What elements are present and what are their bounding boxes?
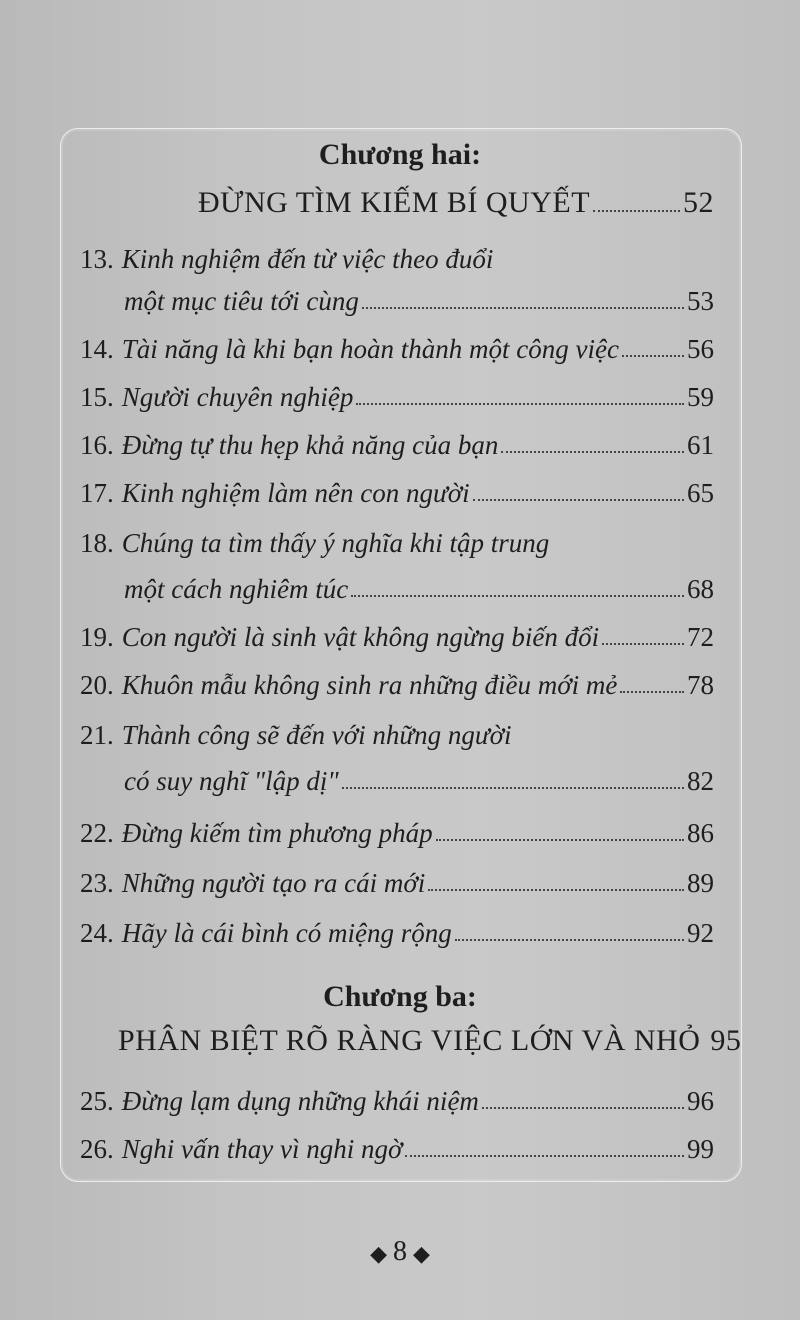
toc-entry-18 <box>80 528 714 604</box>
entry-title: Đừng tự thu hẹp khả năng của bạn <box>121 430 499 460</box>
entry-page: 86 <box>687 818 714 848</box>
entry-title: Người chuyên nghiệp <box>121 382 354 412</box>
entry-number: 25. <box>80 1086 114 1116</box>
toc-entry-16 <box>80 430 714 470</box>
chapter-two-title-row <box>198 186 714 220</box>
entry-title: Chúng ta tìm thấy ý nghĩa khi tập trung <box>121 528 550 558</box>
entry-page: 96 <box>687 1086 714 1116</box>
left-ornament-icon: ◆ <box>370 1240 387 1266</box>
entry-page: 82 <box>687 766 714 796</box>
chapter-two-page: 52 <box>683 186 714 219</box>
entry-page: 68 <box>687 574 714 604</box>
toc-entry-20 <box>80 670 714 710</box>
dot-leader <box>602 643 684 645</box>
entry-number: 20. <box>80 670 114 700</box>
entry-title: Con người là sinh vật không ngừng biến đổi <box>121 622 600 652</box>
entry-title-cont: có suy nghĩ "lập dị" <box>124 766 339 796</box>
entry-page: 59 <box>687 382 714 412</box>
entry-number: 21. <box>80 720 114 750</box>
page-footer <box>0 1236 800 1268</box>
entry-number: 13. <box>80 244 114 274</box>
entry-number: 15. <box>80 382 114 412</box>
toc-entry-13 <box>80 244 714 316</box>
entry-page: 61 <box>687 430 714 460</box>
entry-title: Thành công sẽ đến với những người <box>121 720 512 750</box>
toc-entry-23 <box>80 868 714 908</box>
dot-leader <box>620 691 684 693</box>
dot-leader <box>593 210 680 212</box>
toc-entry-15 <box>80 382 714 422</box>
toc-entry-22 <box>80 818 714 858</box>
dot-leader <box>622 355 684 357</box>
entry-page: 78 <box>687 670 714 700</box>
right-ornament-icon: ◆ <box>413 1240 430 1266</box>
entry-title: Khuôn mẫu không sinh ra những điều mới mẻ <box>121 670 618 700</box>
chapter-two-label: Chương hai: <box>318 138 482 171</box>
toc-entry-14 <box>80 334 714 374</box>
dot-leader <box>473 499 684 501</box>
entry-title-cont: một mục tiêu tới cùng <box>124 286 359 316</box>
dot-leader <box>356 403 684 405</box>
dot-leader <box>362 307 684 309</box>
entry-title: Những người tạo ra cái mới <box>121 868 426 898</box>
entry-page: 65 <box>687 478 714 508</box>
entry-number: 22. <box>80 818 114 848</box>
toc-entry-19 <box>80 622 714 662</box>
chapter-two-title: ĐỪNG TÌM KIẾM BÍ QUYẾT <box>198 186 591 219</box>
page-number: 8 <box>393 1236 407 1267</box>
entry-number: 14. <box>80 334 114 364</box>
entry-title: Nghi vấn thay vì nghi ngờ <box>121 1134 403 1164</box>
toc-entry-26 <box>80 1134 714 1174</box>
entry-number: 16. <box>80 430 114 460</box>
entry-page: 92 <box>687 918 714 948</box>
entry-title: Hãy là cái bình có miệng rộng <box>121 918 452 948</box>
dot-leader <box>351 595 684 597</box>
entry-page: 56 <box>687 334 714 364</box>
entry-number: 23. <box>80 868 114 898</box>
entry-number: 17. <box>80 478 114 508</box>
entry-title: Kinh nghiệm làm nên con người <box>121 478 470 508</box>
dot-leader <box>405 1155 684 1157</box>
toc-entry-25 <box>80 1086 714 1126</box>
entry-title: Tài năng là khi bạn hoàn thành một công việc <box>121 334 619 364</box>
chapter-three-label: Chương ba: <box>323 980 477 1013</box>
toc-entry-24 <box>80 918 714 958</box>
toc-entry-21 <box>80 720 714 796</box>
entry-page: 53 <box>687 286 714 316</box>
entry-title: Kinh nghiệm đến từ việc theo đuổi <box>121 244 494 274</box>
toc-entry-17 <box>80 478 714 518</box>
entry-number: 19. <box>80 622 114 652</box>
entry-page: 72 <box>687 622 714 652</box>
chapter-three-title-row <box>118 1024 742 1058</box>
dot-leader <box>436 839 684 841</box>
entry-title: Đừng lạm dụng những khái niệm <box>121 1086 479 1116</box>
dot-leader <box>482 1107 684 1109</box>
entry-title-cont: một cách nghiêm túc <box>124 574 349 604</box>
entry-page: 99 <box>687 1134 714 1164</box>
entry-title: Đừng kiếm tìm phương pháp <box>121 818 433 848</box>
chapter-three-page: 95 <box>710 1024 742 1057</box>
dot-leader <box>428 889 684 891</box>
entry-number: 24. <box>80 918 114 948</box>
chapter-three-title: PHÂN BIỆT RÕ RÀNG VIỆC LỚN VÀ NHỎ <box>118 1024 701 1057</box>
dot-leader <box>455 939 684 941</box>
dot-leader <box>342 787 684 789</box>
entry-number: 18. <box>80 528 114 558</box>
dot-leader <box>501 451 684 453</box>
entry-page: 89 <box>687 868 714 898</box>
entry-number: 26. <box>80 1134 114 1164</box>
